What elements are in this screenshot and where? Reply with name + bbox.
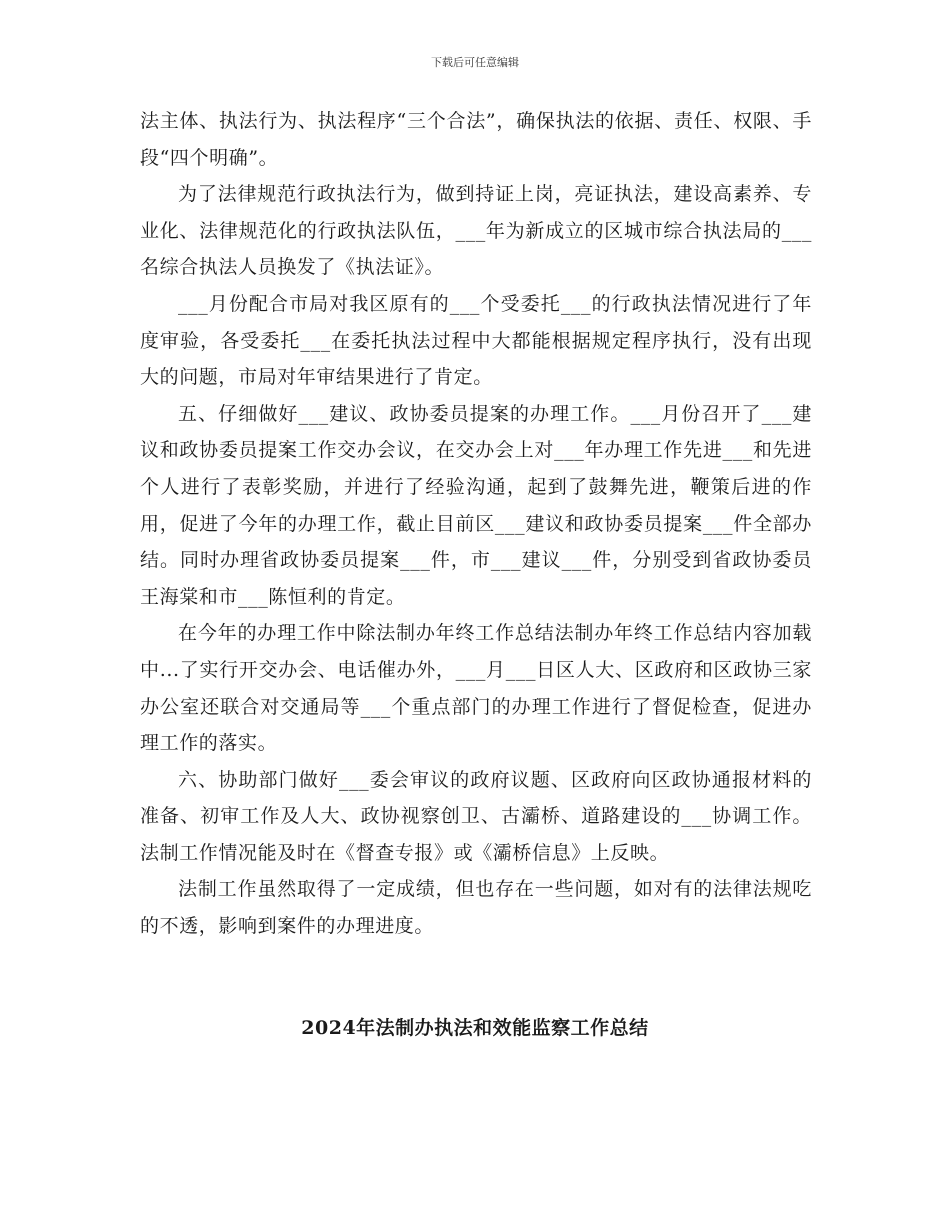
paragraph-3: ___月份配合市局对我区原有的___个受委托___的行政执法情况进行了年度审验，各受委托___在委托执法过程中大都能根据规定程序执行，没有出现大的问题，市局对年审结果进行了肯定。 [140, 292, 812, 389]
paragraph-7: 法制工作虽然取得了一定成绩，但也存在一些问题，如对有的法律法规吃的不透，影响到案件的办理进度。 [140, 878, 812, 938]
section-heading: 2024年法制办执法和效能监察工作总结 [301, 1017, 649, 1039]
paragraph-4: 五、仔细做好___建议、政协委员提案的办理工作。___月份召开了___建议和政协委员提案工作交办会议，在交办会上对___年办理工作先进___和先进个人进行了表彰奖励，并进行了经验沟通，起到了鼓舞先进，鞭策后进的作用，促进了今年的办理工作，截止目前区___建议和政协委员提案___件全部办结。同时办理省政协委员提案___件，市___建议___件，分别受到省政协委员王海棠和市___陈恒利的肯定。 [140, 402, 812, 608]
paragraph-1: 法主体、执法行为、执法程序“三个合法”，确保执法的依据、责任、权限、手段“四个明确”。 [140, 110, 812, 169]
paragraph-6: 六、协助部门做好___委会审议的政府议题、区政府向区政协通报材料的准备、初审工作及人大、政协视察创卫、古灞桥、道路建设的___协调工作。法制工作情况能及时在《督查专报》或《灞桥信息》上反映。 [140, 768, 812, 864]
page-header: 下载后可任意编辑 [431, 56, 519, 69]
paragraph-5: 在今年的办理工作中除法制办年终工作总结法制办年终工作总结内容加载中...了实行开交办会、电话催办外，___月___日区人大、区政府和区政协三家办公室还联合对交通局等___个重点部门的办理工作进行了督促检查，促进办理工作的落实。 [140, 622, 812, 755]
paragraph-2: 为了法律规范行政执法行为，做到持证上岗，亮证执法，建设高素养、专业化、法律规范化的行政执法队伍，___年为新成立的区城市综合执法局的___名综合执法人员换发了《执法证》。 [140, 183, 812, 279]
document-body [140, 103, 812, 945]
